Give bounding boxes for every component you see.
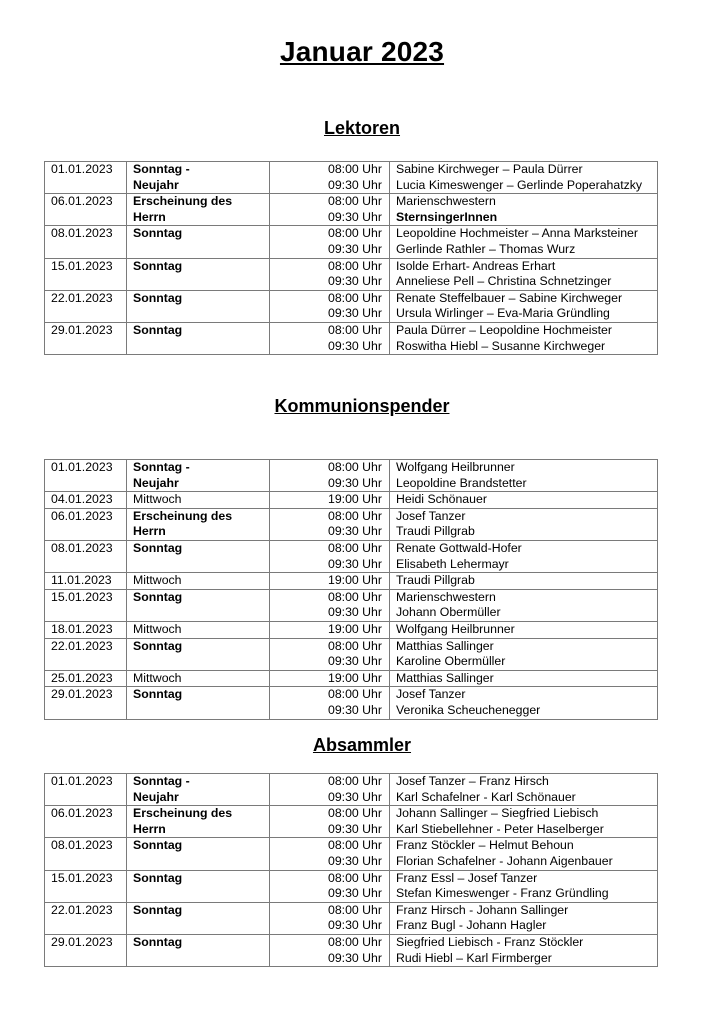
person-names: Franz Essl – Josef Tanzer: [396, 870, 538, 885]
person-names: Renate Gottwald-Hofer: [396, 540, 522, 555]
section-title-lektoren: Lektoren: [323, 118, 401, 138]
day-cell: [127, 540, 270, 572]
table-row: [45, 902, 658, 934]
time-cell: [270, 226, 390, 258]
day-cell: [127, 194, 270, 226]
day-label: Erscheinung des: [133, 508, 233, 523]
day-label: Erscheinung des: [133, 806, 233, 821]
time-cell: [270, 638, 390, 670]
time-cell: [270, 573, 390, 590]
day-label: Sonntag: [133, 258, 183, 273]
time-cell: [270, 902, 390, 934]
date-cell: 22.01.2023: [45, 638, 127, 670]
day-cell: [127, 226, 270, 258]
names-cell: [390, 194, 658, 226]
person-names: Siegfried Liebisch - Franz Stöckler: [396, 934, 584, 949]
time-cell: [270, 492, 390, 509]
day-cell: [127, 934, 270, 966]
table-row: [45, 638, 658, 670]
person-names: Matthias Sallinger: [396, 670, 494, 685]
time-cell: [270, 290, 390, 322]
day-label: Neujahr: [133, 789, 179, 804]
person-names: Roswitha Hiebl – Susanne Kirchweger: [396, 338, 606, 353]
person-names: Leopoldine Hochmeister – Anna Marksteiner: [396, 226, 638, 241]
time-value: 09:30 Uhr: [327, 702, 382, 717]
day-cell: [127, 589, 270, 621]
person-names: Karl Stiebellehner - Peter Haselberger: [396, 821, 604, 836]
table-row: [45, 290, 658, 322]
table-row: [45, 687, 658, 719]
day-label: Neujahr: [133, 475, 179, 490]
time-value: 08:00 Uhr: [327, 258, 382, 273]
date-cell: 06.01.2023: [45, 806, 127, 838]
time-value: 09:30 Uhr: [327, 886, 382, 901]
day-cell: [127, 508, 270, 540]
person-names: Traudi Pillgrab: [396, 524, 475, 539]
time-value: 09:30 Uhr: [327, 654, 382, 669]
time-cell: [270, 508, 390, 540]
time-value: 09:30 Uhr: [327, 821, 382, 836]
names-cell: [390, 621, 658, 638]
names-cell: [390, 226, 658, 258]
time-cell: [270, 589, 390, 621]
time-value: 19:00 Uhr: [327, 492, 382, 507]
time-value: 09:30 Uhr: [327, 950, 382, 965]
date-cell: 08.01.2023: [45, 226, 127, 258]
day-label: Mittwoch: [133, 621, 182, 636]
person-names: Johann Obermüller: [396, 605, 501, 620]
names-cell: [390, 460, 658, 492]
day-cell: [127, 687, 270, 719]
table-row: [45, 573, 658, 590]
time-value: 08:00 Uhr: [327, 589, 382, 604]
day-cell: [127, 621, 270, 638]
person-names: Josef Tanzer: [396, 687, 466, 702]
person-names: Wolfgang Heilbrunner: [396, 621, 515, 636]
date-cell: 06.01.2023: [45, 194, 127, 226]
time-value: 08:00 Uhr: [327, 838, 382, 853]
day-cell: [127, 670, 270, 687]
names-cell: [390, 934, 658, 966]
table-row: [45, 540, 658, 572]
day-label: Sonntag -: [133, 460, 190, 474]
table-row: [45, 870, 658, 902]
day-cell: [127, 806, 270, 838]
date-cell: 29.01.2023: [45, 322, 127, 354]
time-value: 08:00 Uhr: [327, 774, 382, 788]
time-value: 08:00 Uhr: [327, 902, 382, 917]
time-cell: [270, 870, 390, 902]
person-names: Karoline Obermüller: [396, 654, 506, 669]
time-value: 08:00 Uhr: [327, 638, 382, 653]
day-cell: [127, 838, 270, 870]
time-cell: [270, 838, 390, 870]
section-title-absammler: Absammler: [312, 735, 412, 755]
day-label: Sonntag: [133, 540, 183, 555]
date-cell: 29.01.2023: [45, 687, 127, 719]
time-value: 19:00 Uhr: [327, 621, 382, 636]
person-names: Johann Sallinger – Siegfried Liebisch: [396, 806, 599, 821]
day-cell: [127, 638, 270, 670]
day-label: Herrn: [133, 209, 166, 224]
person-names: Franz Stöckler – Helmut Behoun: [396, 838, 574, 853]
names-cell: [390, 902, 658, 934]
time-value: 08:00 Uhr: [327, 194, 382, 209]
person-names: Josef Tanzer – Franz Hirsch: [396, 774, 549, 788]
time-value: 09:30 Uhr: [327, 306, 382, 321]
names-cell: [390, 162, 658, 194]
day-label: Mittwoch: [133, 670, 182, 685]
person-names: Franz Bugl - Johann Hagler: [396, 918, 547, 933]
names-cell: [390, 258, 658, 290]
names-cell: [390, 687, 658, 719]
time-value: 08:00 Uhr: [327, 540, 382, 555]
person-names: Matthias Sallinger: [396, 638, 494, 653]
person-names: Stefan Kimeswenger - Franz Gründling: [396, 886, 609, 901]
time-cell: [270, 670, 390, 687]
table-row: [45, 460, 658, 492]
names-cell: [390, 670, 658, 687]
day-label: Sonntag: [133, 838, 183, 853]
date-cell: 01.01.2023: [45, 460, 127, 492]
time-value: 08:00 Uhr: [327, 460, 382, 474]
person-names: Renate Steffelbauer – Sabine Kirchweger: [396, 290, 623, 305]
date-cell: 11.01.2023: [45, 573, 127, 590]
person-names: Elisabeth Lehermayr: [396, 556, 509, 571]
day-cell: [127, 902, 270, 934]
date-cell: 15.01.2023: [45, 258, 127, 290]
day-label: Mittwoch: [133, 573, 182, 588]
names-cell: [390, 870, 658, 902]
person-names: Marienschwestern: [396, 194, 496, 209]
time-value: 19:00 Uhr: [327, 670, 382, 685]
person-names: Karl Schafelner - Karl Schönauer: [396, 789, 576, 804]
date-cell: 15.01.2023: [45, 870, 127, 902]
time-cell: [270, 162, 390, 194]
table-row: [45, 508, 658, 540]
table-row: [45, 589, 658, 621]
day-label: Sonntag: [133, 870, 183, 885]
person-names: Anneliese Pell – Christina Schnetzinger: [396, 274, 612, 289]
day-cell: [127, 870, 270, 902]
day-label: Sonntag: [133, 226, 183, 241]
date-cell: 15.01.2023: [45, 589, 127, 621]
table-row: [45, 774, 658, 806]
day-label: Sonntag -: [133, 774, 190, 788]
table-row: [45, 621, 658, 638]
time-cell: [270, 460, 390, 492]
time-cell: [270, 621, 390, 638]
day-cell: [127, 290, 270, 322]
time-cell: [270, 322, 390, 354]
date-cell: 18.01.2023: [45, 621, 127, 638]
time-value: 09:30 Uhr: [327, 918, 382, 933]
date-cell: 06.01.2023: [45, 508, 127, 540]
time-value: 08:00 Uhr: [327, 934, 382, 949]
date-cell: 04.01.2023: [45, 492, 127, 509]
day-cell: [127, 162, 270, 194]
day-label: Erscheinung des: [133, 194, 233, 209]
person-names: Florian Schafelner - Johann Aigenbauer: [396, 853, 613, 868]
day-cell: [127, 322, 270, 354]
person-names: Wolfgang Heilbrunner: [396, 460, 515, 474]
table-row: [45, 934, 658, 966]
day-label: Sonntag: [133, 589, 183, 604]
time-value: 09:30 Uhr: [327, 524, 382, 539]
page-title: Januar 2023: [279, 36, 445, 67]
day-label: Mittwoch: [133, 492, 182, 507]
date-cell: 25.01.2023: [45, 670, 127, 687]
names-cell: [390, 290, 658, 322]
table-row: [45, 806, 658, 838]
time-cell: [270, 806, 390, 838]
day-label: Sonntag: [133, 290, 183, 305]
time-value: 08:00 Uhr: [327, 162, 382, 176]
date-cell: 01.01.2023: [45, 162, 127, 194]
names-cell: [390, 322, 658, 354]
kommunionspender-table: [44, 459, 658, 720]
day-label: Neujahr: [133, 177, 179, 192]
absammler-table: [44, 773, 658, 967]
names-cell: [390, 540, 658, 572]
date-cell: 08.01.2023: [45, 838, 127, 870]
time-value: 08:00 Uhr: [327, 322, 382, 337]
table-row: [45, 492, 658, 509]
person-names: Marienschwestern: [396, 589, 496, 604]
names-cell: [390, 838, 658, 870]
time-value: 08:00 Uhr: [327, 687, 382, 702]
time-cell: [270, 774, 390, 806]
date-cell: 01.01.2023: [45, 774, 127, 806]
time-value: 09:30 Uhr: [327, 853, 382, 868]
table-row: [45, 162, 658, 194]
day-label: Sonntag: [133, 322, 183, 337]
day-label: Sonntag -: [133, 162, 190, 176]
names-cell: [390, 774, 658, 806]
time-value: 09:30 Uhr: [327, 338, 382, 353]
time-value: 08:00 Uhr: [327, 508, 382, 523]
names-cell: [390, 589, 658, 621]
person-names: Josef Tanzer: [396, 508, 466, 523]
names-cell: [390, 573, 658, 590]
day-label: Sonntag: [133, 902, 183, 917]
table-row: [45, 194, 658, 226]
person-names: Paula Dürrer – Leopoldine Hochmeister: [396, 322, 612, 337]
names-cell: [390, 508, 658, 540]
section-title-kommunionspender: Kommunionspender: [274, 396, 450, 416]
time-value: 09:30 Uhr: [327, 241, 382, 256]
lektoren-table: [44, 161, 658, 355]
time-cell: [270, 194, 390, 226]
person-names: Veronika Scheuchenegger: [396, 702, 541, 717]
time-cell: [270, 540, 390, 572]
time-value: 09:30 Uhr: [327, 177, 382, 192]
time-value: 09:30 Uhr: [327, 556, 382, 571]
day-label: Sonntag: [133, 934, 183, 949]
person-names: Ursula Wirlinger – Eva-Maria Gründling: [396, 306, 610, 321]
time-value: 09:30 Uhr: [327, 789, 382, 804]
day-cell: [127, 573, 270, 590]
day-label: Herrn: [133, 821, 166, 836]
names-cell: [390, 806, 658, 838]
table-row: [45, 226, 658, 258]
date-cell: 29.01.2023: [45, 934, 127, 966]
names-cell: [390, 492, 658, 509]
day-cell: [127, 774, 270, 806]
person-names: Isolde Erhart- Andreas Erhart: [396, 258, 556, 273]
day-label: Herrn: [133, 524, 166, 539]
time-value: 09:30 Uhr: [327, 605, 382, 620]
time-value: 08:00 Uhr: [327, 806, 382, 821]
person-names: SternsingerInnen: [396, 209, 498, 224]
day-cell: [127, 460, 270, 492]
time-value: 08:00 Uhr: [327, 870, 382, 885]
time-cell: [270, 687, 390, 719]
person-names: Lucia Kimeswenger – Gerlinde Poperahatzky: [396, 177, 643, 192]
day-label: Sonntag: [133, 638, 183, 653]
table-row: [45, 258, 658, 290]
day-cell: [127, 492, 270, 509]
day-cell: [127, 258, 270, 290]
person-names: Rudi Hiebl – Karl Firmberger: [396, 950, 552, 965]
day-label: Sonntag: [133, 687, 183, 702]
time-value: 19:00 Uhr: [327, 573, 382, 588]
table-row: [45, 670, 658, 687]
time-value: 09:30 Uhr: [327, 209, 382, 224]
time-value: 09:30 Uhr: [327, 475, 382, 490]
table-row: [45, 322, 658, 354]
date-cell: 22.01.2023: [45, 902, 127, 934]
time-cell: [270, 934, 390, 966]
person-names: Franz Hirsch - Johann Sallinger: [396, 902, 569, 917]
person-names: Heidi Schönauer: [396, 492, 487, 507]
date-cell: 22.01.2023: [45, 290, 127, 322]
person-names: Traudi Pillgrab: [396, 573, 475, 588]
time-value: 08:00 Uhr: [327, 290, 382, 305]
date-cell: 08.01.2023: [45, 540, 127, 572]
time-value: 08:00 Uhr: [327, 226, 382, 241]
names-cell: [390, 638, 658, 670]
time-value: 09:30 Uhr: [327, 274, 382, 289]
time-cell: [270, 258, 390, 290]
person-names: Gerlinde Rathler – Thomas Wurz: [396, 241, 576, 256]
person-names: Sabine Kirchweger – Paula Dürrer: [396, 162, 583, 176]
table-row: [45, 838, 658, 870]
person-names: Leopoldine Brandstetter: [396, 475, 527, 490]
